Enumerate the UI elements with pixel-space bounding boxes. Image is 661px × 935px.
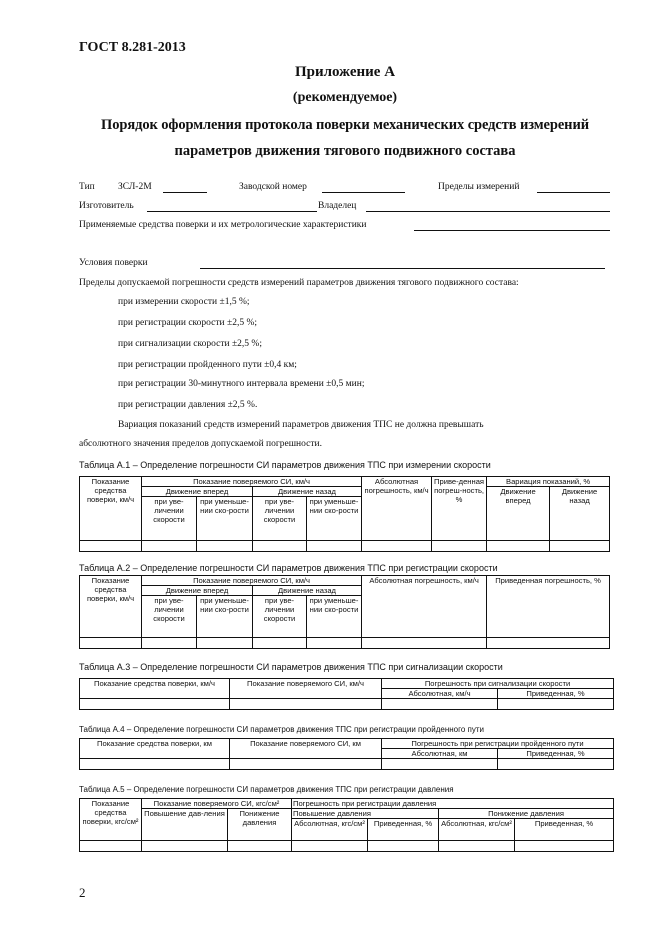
t5-red2: Приведенная, % [515, 819, 614, 841]
t1-fwd-dec: при уменьше-нии ско-рости [197, 497, 253, 541]
t3-red: Приведенная, % [498, 689, 614, 699]
t5-red1: Приведенная, % [368, 819, 439, 841]
t1-cell [253, 541, 307, 552]
t4-cell [498, 759, 614, 770]
table-row [80, 759, 614, 770]
t3-err-group: Погрешность при сигнализации скорости [382, 679, 614, 689]
t2-red-err: Приведенная погрешность, % [487, 576, 610, 638]
table-row [80, 638, 610, 649]
conditions-label: Условия поверки [79, 258, 148, 268]
t2-fwd: Движение вперед [142, 586, 253, 596]
table-row [80, 541, 610, 552]
t1-var: Вариация показаний, % [487, 477, 610, 487]
t1-abs-err: Абсолютная погрешность, км/ч [362, 477, 432, 541]
page-number: 2 [79, 885, 86, 900]
t2-fwd-inc: при уве-личении скорости [142, 596, 197, 638]
table1 [79, 476, 610, 552]
maker-blank [147, 211, 317, 212]
t4-col-si: Показание поверяемого СИ, км [230, 739, 382, 759]
t1-col-ref: Показание средства поверки, км/ч [80, 477, 142, 541]
serial-label: Заводской номер [239, 182, 307, 192]
t1-cell [80, 541, 142, 552]
t5-abs2: Абсолютная, кгс/см² [439, 819, 515, 841]
limit-item-6: при регистрации давления ±2,5 %. [118, 400, 258, 410]
owner-blank [366, 211, 610, 212]
t3-cell [382, 699, 498, 710]
t4-abs: Абсолютная, км [382, 749, 498, 759]
type-blank [163, 192, 207, 193]
t4-cell [230, 759, 382, 770]
t1-cell [307, 541, 362, 552]
serial-blank [322, 192, 405, 193]
t1-back: Движение назад [253, 487, 362, 497]
t2-fwd-dec: при уменьше-нии ско-рости [197, 596, 253, 638]
t5-si-dec: Понижение давления [228, 809, 292, 841]
t3-abs: Абсолютная, км/ч [382, 689, 498, 699]
limits-intro: Пределы допускаемой погрешности средств измерений параметров движения тягового подвижного состава: [79, 278, 519, 288]
t1-cell [197, 541, 253, 552]
t1-cell [362, 541, 432, 552]
t3-cell [230, 699, 382, 710]
conditions-blank [200, 268, 605, 269]
t2-back: Движение назад [253, 586, 362, 596]
means-blank [414, 230, 610, 231]
t1-col-si: Показание поверяемого СИ, км/ч [142, 477, 362, 487]
t4-red: Приведенная, % [498, 749, 614, 759]
type-value: ЗСЛ-2М [118, 182, 152, 192]
t3-cell [498, 699, 614, 710]
t2-cell [362, 638, 487, 649]
t5-col-si: Показание поверяемого СИ, кгс/см² [142, 799, 292, 809]
appendix-status: (рекомендуемое) [292, 90, 398, 105]
variation-line1: Вариация показаний средств измерений параметров движения ТПС не должна превышать [118, 420, 484, 430]
t1-cell [487, 541, 550, 552]
t1-cell [432, 541, 487, 552]
t2-cell [487, 638, 610, 649]
t2-abs-err: Абсолютная погрешность, км/ч [362, 576, 487, 638]
table1-caption: Таблица А.1 – Определение погрешности СИ параметров движения ТПС при измерении скорости [79, 460, 491, 470]
table-row [80, 699, 614, 710]
main-title-line2: параметров движения тягового подвижного состава [174, 143, 516, 159]
t2-cell [80, 638, 142, 649]
appendix-title: Приложение А [294, 64, 396, 80]
limits-label: Пределы измерений [438, 182, 520, 192]
t5-err-group: Погрешность при регистрации давления [292, 799, 614, 809]
table2-caption: Таблица А.2 – Определение погрешности СИ параметров движения ТПС при регистрации скорости [79, 563, 498, 573]
maker-label: Изготовитель [79, 201, 134, 211]
table4 [79, 738, 614, 770]
limit-item-1: при измерении скорости ±1,5 %; [118, 297, 250, 307]
t2-back-dec: при уменьше-нии ско-рости [307, 596, 362, 638]
t2-cell [197, 638, 253, 649]
table-row [80, 841, 614, 852]
t5-cell [80, 841, 142, 852]
table4-caption: Таблица А.4 – Определение погрешности СИ параметров движения ТПС при регистрации пройденного пути [79, 725, 484, 734]
table3-caption: Таблица А.3 – Определение погрешности СИ параметров движения ТПС при сигнализации скорости [79, 662, 503, 672]
t4-cell [80, 759, 230, 770]
t2-back-inc: при уве-личении скорости [253, 596, 307, 638]
t4-err-group: Погрешность при регистрации пройденного пути [382, 739, 614, 749]
variation-line2: абсолютного значения пределов допускаемой погрешности. [79, 439, 322, 449]
t2-cell [307, 638, 362, 649]
t1-var-fwd: Движение вперед [487, 487, 550, 541]
t1-red-err: Приве-денная погреш-ность, % [432, 477, 487, 541]
table5 [79, 798, 614, 852]
t4-col-ref: Показание средства поверки, км [80, 739, 230, 759]
t2-col-ref: Показание средства поверки, км/ч [80, 576, 142, 638]
t5-cell [368, 841, 439, 852]
t2-cell [142, 638, 197, 649]
limit-item-3: при сигнализации скорости ±2,5 %; [118, 339, 262, 349]
t5-cell [515, 841, 614, 852]
t5-cell [439, 841, 515, 852]
standard-header: ГОСТ 8.281-2013 [79, 40, 186, 55]
t2-col-si: Показание поверяемого СИ, км/ч [142, 576, 362, 586]
t1-fwd-inc: при уве-личении скорости [142, 497, 197, 541]
t3-col-ref: Показание средства поверки, км/ч [80, 679, 230, 699]
t5-si-inc: Повышение дав-ления [142, 809, 228, 841]
t5-abs1: Абсолютная, кгс/см² [292, 819, 368, 841]
limits-blank [537, 192, 610, 193]
t1-cell [142, 541, 197, 552]
main-title-line1: Порядок оформления протокола поверки механических средств измерений [101, 117, 589, 133]
t2-cell [253, 638, 307, 649]
table3 [79, 678, 614, 710]
t5-cell [142, 841, 228, 852]
table2 [79, 575, 610, 649]
t1-fwd: Движение вперед [142, 487, 253, 497]
limit-item-2: при регистрации скорости ±2,5 %; [118, 318, 257, 328]
type-label: Тип [79, 182, 95, 192]
limit-item-4: при регистрации пройденного пути ±0,4 км; [118, 360, 297, 370]
t4-cell [382, 759, 498, 770]
means-label: Применяемые средства поверки и их метрологические характеристики [79, 220, 367, 230]
owner-label: Владелец [318, 201, 357, 211]
table5-caption: Таблица А.5 – Определение погрешности СИ параметров движения ТПС при регистрации давления [79, 785, 454, 794]
t3-cell [80, 699, 230, 710]
t5-cell [228, 841, 292, 852]
t1-var-back: Движение назад [550, 487, 610, 541]
t1-back-inc: при уве-личении скорости [253, 497, 307, 541]
t3-col-si: Показание поверяемого СИ, км/ч [230, 679, 382, 699]
t5-col-ref: Показание средства поверки, кгс/см² [80, 799, 142, 841]
t5-err-inc: Повышение давления [292, 809, 439, 819]
t5-cell [292, 841, 368, 852]
t1-cell [550, 541, 610, 552]
t1-back-dec: при уменьше-нии ско-рости [307, 497, 362, 541]
t5-err-dec: Понижение давления [439, 809, 614, 819]
limit-item-5: при регистрации 30-минутного интервала времени ±0,5 мин; [118, 379, 365, 389]
